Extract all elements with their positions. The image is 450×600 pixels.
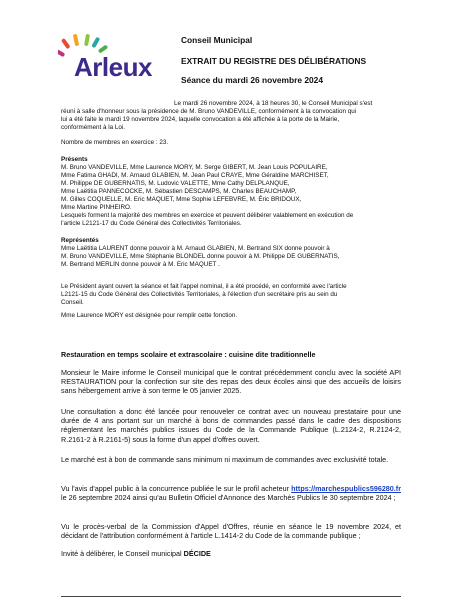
notice-text-end: le 26 septembre 2024 ainsi qu'au Bulletin Officiel d'Annonce des Marchés Publics le 30 septembre 2024 ;: [61, 493, 396, 503]
decision-text: Invité à délibérer, le Conseil municipal: [61, 549, 184, 558]
present-line: M. Gilles COQUELLE, M. Eric MAQUET, Mme Sophie LEFEBVRE, M. Éric BRIDOUX,: [61, 196, 302, 203]
intro-line: réuni à salle d'honneur sous la présidence de M. Bruno VANDEVILLE, conformément à la convocation qui: [61, 108, 357, 115]
register-title: EXTRAIT DU REGISTRE DES DÉLIBÉRATIONS: [181, 56, 367, 66]
quorum-line: l'article L2121-17 du Code Général des Collectivités Territoriales.: [61, 220, 242, 227]
arleux-logo: [58, 34, 158, 90]
present-line: M. Philippe DE GUBERNATIS, M. Ludovic VALETTE, Mme Cathy DELPLANQUE,: [61, 180, 290, 187]
represented-line: M. Bertrand MERLIN donne pouvoir à M. Eric MAQUET .: [61, 261, 220, 268]
intro-line: lui a été faite le mardi 19 novembre 2024, laquelle convocation a été affichée à la porte de la Mairie,: [61, 116, 340, 123]
roll-call-line: L2121-15 du Code Général des Collectivités Territoriales, à l'élection d'un secrétaire pris au sein du: [61, 291, 338, 298]
present-line: Mme Martine PINHEIRO.: [61, 204, 132, 211]
council-title: Conseil Municipal: [181, 35, 253, 45]
notice-text: Vu l'avis d'appel public à la concurrence publiée le sur le profil acheteur: [61, 484, 292, 493]
paragraph-commission: Vu le procès-verbal de la Commission d'Appel d'Offres, réunie en séance le 19 novembre 2024, et décidant de l'attribution conformément à l'article L.1414-2 du Code de la commande publique ;: [61, 522, 401, 541]
present-heading: Présents: [61, 156, 88, 163]
present-line: Mme Fatima GHADI, M. Arnaud GLABIEN, M. Jean Paul CRAYE, Mme Géraldine MARCHISET,: [61, 172, 329, 179]
procurement-link[interactable]: https://marchespublics596280.fr: [291, 484, 401, 493]
section-title: Restauration en temps scolaire et extrascolaire : cuisine dite traditionnelle: [61, 350, 316, 359]
paragraph-decision: [61, 549, 401, 558]
roll-call-line: Conseil.: [61, 299, 84, 306]
session-date: Séance du mardi 26 novembre 2024: [181, 75, 323, 85]
secretary-line: Mme Laurence MORY est désignée pour remplir cette fonction.: [61, 312, 238, 319]
represented-line: Mme Laëtitia LAURENT donne pouvoir à M. Arnaud GLABIEN, M. Bertrand SIX donne pouvoir à: [61, 245, 330, 252]
intro-line: Le mardi 26 novembre 2024, à 18 heures 30, le Conseil Municipal s'est: [174, 100, 373, 107]
paragraph-consultation: Une consultation a donc été lancée pour renouveler ce contrat avec un nouveau prestataire pour une durée de 4 ans portant sur un marché à bons de commandes passé dans le cadre des dispositions réglementant les marchés publics issues du Code de la Commande Publique (L.2124-2, R.2124-2, R.2161-2 à R.2161-5) sous la forme d'un appel d'offres ouvert.: [61, 407, 401, 444]
present-line: M. Bruno VANDEVILLE, Mme Laurence MORY, M. Serge GIBERT, M. Jean Louis POPULAIRE,: [61, 164, 328, 171]
bottom-rule: [61, 596, 401, 597]
present-line: Mme Laëtitia PANNECOCKE, M. Sébastien DESCAMPS, M. Charles BEAUCHAMP,: [61, 188, 297, 195]
intro-line: conformément à la Loi.: [61, 124, 126, 131]
members-count: Nombre de membres en exercice : 23.: [61, 139, 169, 146]
paragraph-contract: Monsieur le Maire informe le Conseil municipal que le contrat précédemment conclu avec la société API RESTAURATION pour la confection sur site des repas des deux écoles ainsi que des accueils de loisirs sans hébergement arrive à son terme le 05 janvier 2025.: [61, 368, 401, 396]
represented-heading: Représentés: [61, 237, 99, 244]
logo-text: Arleux: [74, 52, 152, 82]
roll-call-line: Le Président ayant ouvert la séance et fait l'appel nominal, il a été procédé, en conformité avec l'article: [61, 283, 347, 290]
represented-line: M. Bruno VANDEVILLE, Mme Stéphanie BLONDEL donne pouvoir à M. Philippe DE GUBERNATIS,: [61, 253, 340, 260]
paragraph-public-notice: [61, 484, 401, 502]
paragraph-order-form: Le marché est à bon de commande sans minimum ni maximum de commandes avec exclusivité totale.: [61, 455, 389, 464]
decision-keyword: DÉCIDE: [183, 549, 211, 558]
quorum-line: Lesquels forment la majorité des membres en exercice et peuvent délibérer valablement en exécution de: [61, 212, 354, 219]
